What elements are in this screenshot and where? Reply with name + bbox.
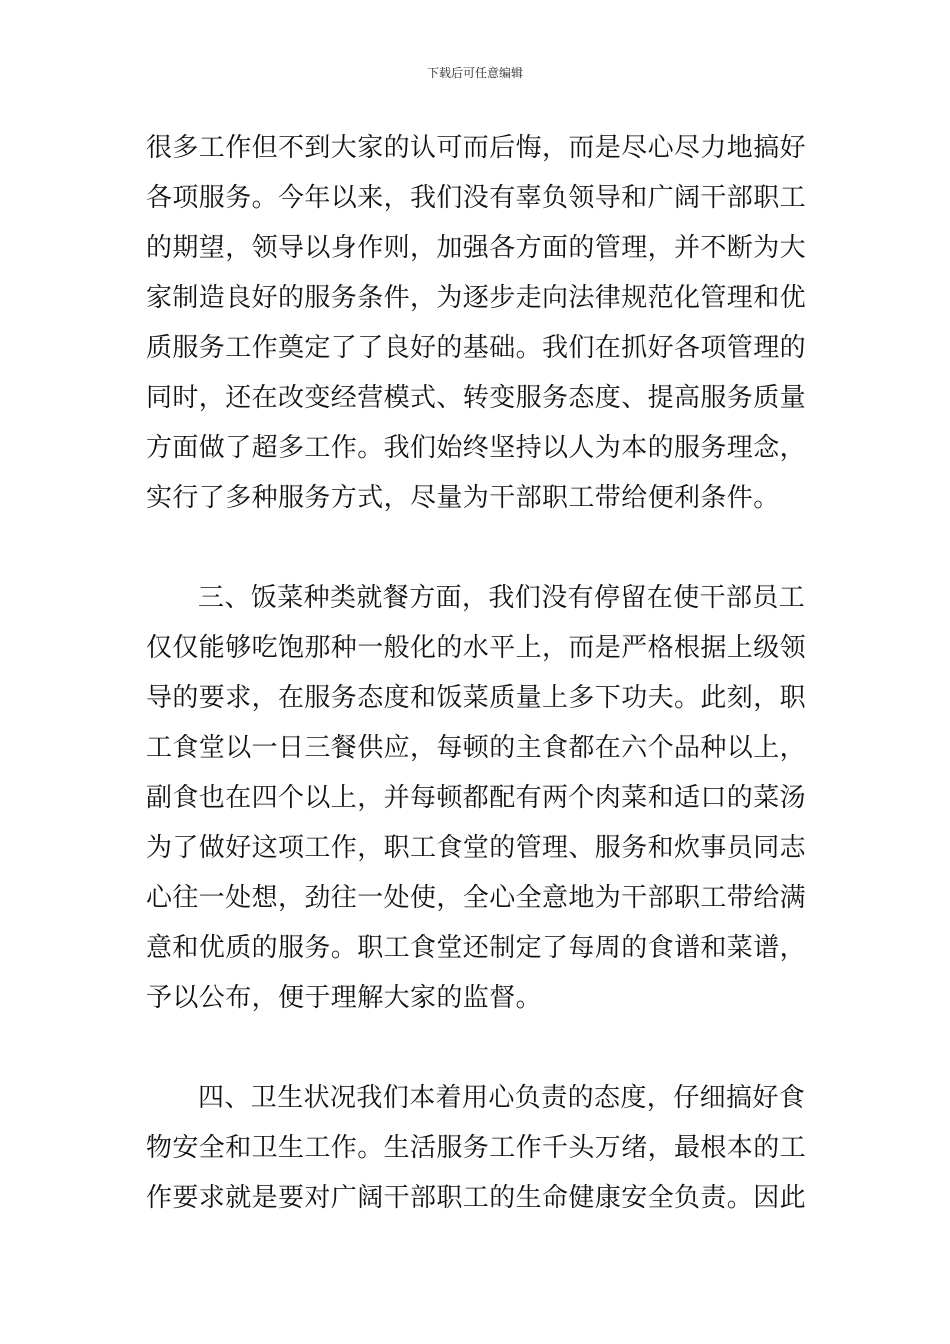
text-line: 家制造良好的服务条件，为逐步走向法律规范化管理和优: [146, 283, 807, 313]
text-line: 实行了多种服务方式，尽量为干部职工带给便利条件。: [146, 483, 780, 513]
text-line: 意和优质的服务。职工食堂还制定了每周的食谱和菜谱，: [146, 933, 807, 963]
text-line: 同时，还在改变经营模式、转变服务态度、提高服务质量: [146, 383, 807, 413]
text-line: 予以公布，便于理解大家的监督。: [146, 983, 543, 1013]
text-line: 物安全和卫生工作。生活服务工作千头万绪，最根本的工: [146, 1133, 807, 1163]
text-line: 导的要求，在服务态度和饭菜质量上多下功夫。此刻，职: [146, 683, 807, 713]
paragraph-3: [146, 1073, 826, 1223]
text-line: 仅仅能够吃饱那种一般化的水平上，而是严格根据上级领: [146, 633, 807, 663]
text-line: 作要求就是要对广阔干部职工的生命健康安全负责。因此: [146, 1183, 807, 1213]
text-line: 方面做了超多工作。我们始终坚持以人为本的服务理念，: [146, 433, 807, 463]
paragraph-1: [146, 123, 826, 523]
text-line: 工食堂以一日三餐供应，每顿的主食都在六个品种以上，: [146, 733, 807, 763]
text-line: 各项服务。今年以来，我们没有辜负领导和广阔干部职工: [146, 183, 807, 213]
text-line: 质服务工作奠定了了良好的基础。我们在抓好各项管理的: [146, 333, 807, 363]
text-line: 四、卫生状况我们本着用心负责的态度，仔细搞好食: [198, 1083, 806, 1113]
paragraph-2: [146, 573, 826, 1023]
paragraph-spacer: [146, 523, 826, 573]
document-body: [146, 123, 826, 1223]
text-line: 的期望，领导以身作则，加强各方面的管理，并不断为大: [146, 233, 807, 263]
paragraph-spacer: [146, 1023, 826, 1073]
text-line: 心往一处想，劲往一处使，全心全意地为干部职工带给满: [146, 883, 807, 913]
text-line: 副食也在四个以上，并每顿都配有两个肉菜和适口的菜汤: [146, 783, 807, 813]
text-line: 三、饭菜种类就餐方面，我们没有停留在使干部员工: [198, 583, 806, 613]
text-line: 为了做好这项工作，职工食堂的管理、服务和炊事员同志: [146, 833, 807, 863]
page-header: 下载后可任意编辑: [426, 66, 523, 80]
text-line: 很多工作但不到大家的认可而后悔，而是尽心尽力地搞好: [146, 133, 807, 163]
